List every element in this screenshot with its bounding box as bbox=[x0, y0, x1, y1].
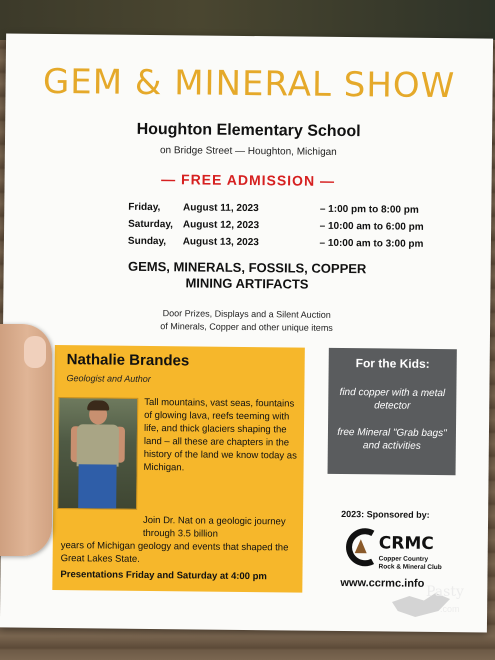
kids-title: For the Kids: bbox=[355, 356, 430, 371]
presentation-times: Presentations Friday and Saturday at 4:00 pm bbox=[60, 569, 267, 583]
schedule bbox=[128, 199, 429, 253]
headline-line-2: MINING ARTIFACTS bbox=[185, 275, 309, 292]
event-flyer bbox=[0, 33, 493, 632]
exhibit-headline bbox=[3, 257, 490, 294]
thumbnail-shape bbox=[24, 336, 46, 368]
crmc-logo bbox=[342, 527, 452, 574]
speaker-role: Geologist and Author bbox=[66, 373, 151, 384]
schedule-time: – 10:00 am to 6:00 pm bbox=[319, 220, 424, 233]
speaker-bio-journey bbox=[61, 513, 298, 567]
kids-activity-grab-bags: free Mineral "Grab bags" and activities bbox=[337, 426, 447, 452]
speaker-panel bbox=[52, 345, 305, 593]
venue-name: Houghton Elementary School bbox=[136, 120, 361, 141]
watermark-text: Pasty bbox=[426, 584, 464, 600]
venue-address: on Bridge Street — Houghton, Michigan bbox=[159, 145, 337, 158]
headline-line-1: GEMS, MINERALS, FOSSILS, COPPER bbox=[127, 258, 367, 277]
prizes-line-1: Door Prizes, Displays and a Silent Auction bbox=[162, 308, 331, 320]
schedule-row bbox=[128, 233, 428, 253]
speaker-name: Nathalie Brandes bbox=[66, 351, 190, 370]
photo-hair-shape bbox=[87, 400, 109, 410]
pasty-watermark bbox=[392, 580, 472, 630]
sponsor-label: 2023: Sponsored by: bbox=[341, 509, 430, 520]
prizes-line-2: of Minerals, Copper and other unique items bbox=[160, 321, 333, 333]
photo-vest-shape bbox=[77, 424, 119, 466]
schedule-date: August 12, 2023 bbox=[182, 219, 260, 232]
show-title: GEM & MINERAL SHOW bbox=[42, 61, 456, 107]
speaker-bio-intro: Tall mountains, vast seas, fountains of glowing lava, reefs teeming with life, and thick glaciers shaping the land – all these are chapters in the history of the land we know today as Michigan. bbox=[143, 396, 297, 474]
crmc-logo-subtitle bbox=[379, 555, 442, 572]
holding-thumb bbox=[0, 324, 52, 556]
bio-journey-line-1: Join Dr. Nat on a geologic journey through 3.5 billion bbox=[142, 514, 286, 540]
schedule-day: Saturday, bbox=[128, 218, 174, 231]
club-website: www.ccrmc.info bbox=[340, 576, 425, 590]
schedule-date: August 11, 2023 bbox=[183, 202, 259, 215]
photo-pants-shape bbox=[78, 464, 116, 508]
schedule-day: Friday, bbox=[128, 201, 161, 214]
schedule-time: – 1:00 pm to 8:00 pm bbox=[319, 203, 419, 216]
watermark-domain: .com bbox=[440, 604, 460, 614]
kids-activity-copper: find copper with a metal detector bbox=[339, 386, 446, 412]
crmc-subtitle-line-1: Copper Country bbox=[378, 555, 429, 563]
schedule-date: August 13, 2023 bbox=[182, 236, 259, 249]
crmc-subtitle-line-2: Rock & Mineral Club bbox=[378, 563, 442, 572]
bio-journey-line-2: years of Michigan geology and events that shaped the Great Lakes State. bbox=[60, 540, 289, 565]
schedule-time: – 10:00 am to 3:00 pm bbox=[319, 237, 424, 250]
kids-panel bbox=[328, 348, 457, 475]
crmc-logo-text: CRMC bbox=[378, 533, 434, 554]
speaker-photo bbox=[57, 397, 138, 510]
schedule-day: Sunday, bbox=[127, 235, 167, 248]
free-admission-banner: — FREE ADMISSION — bbox=[161, 171, 336, 189]
crmc-emblem-icon bbox=[343, 527, 379, 567]
prizes-text bbox=[3, 305, 490, 336]
